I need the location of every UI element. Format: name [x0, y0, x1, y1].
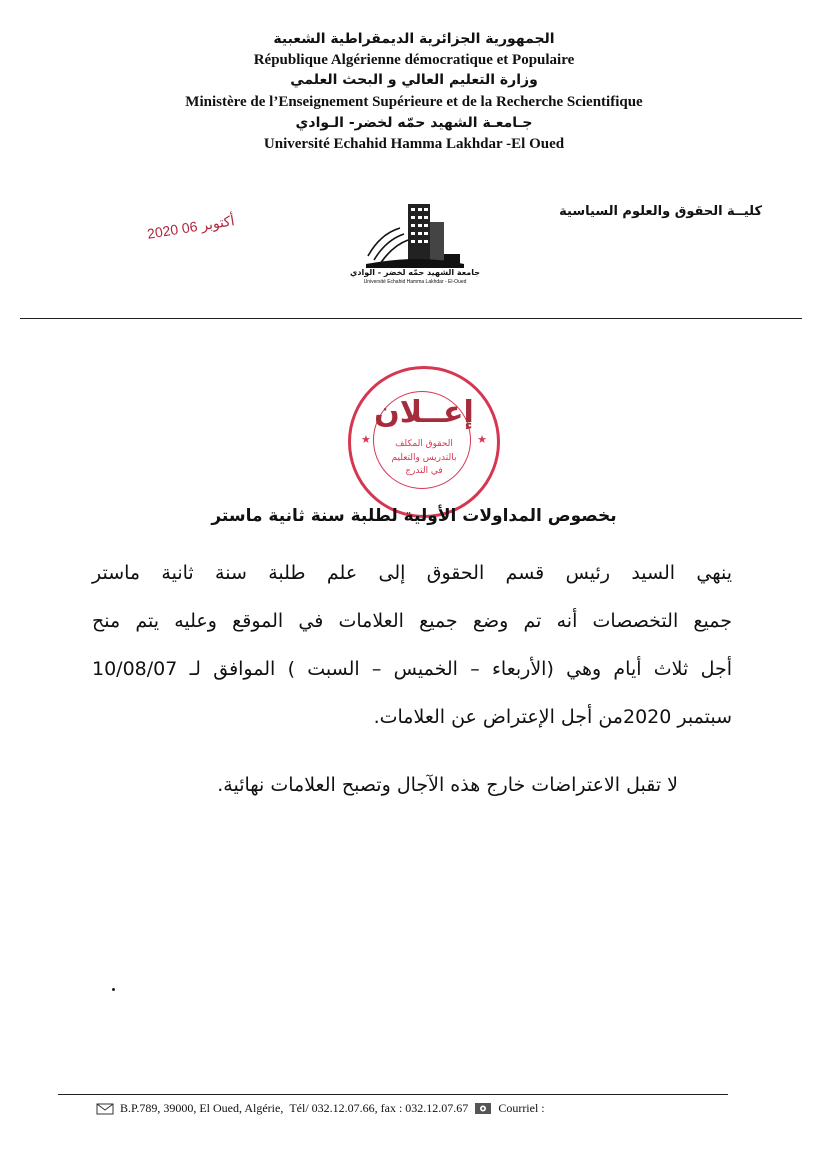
stray-dot — [112, 988, 115, 991]
email-icon — [474, 1102, 492, 1115]
logo-arabic-caption: جامعة الشهيد حمّه لخضر - الوادي — [350, 268, 480, 277]
mailbox-icon — [96, 1102, 114, 1115]
seal-title: إعــلان — [374, 395, 474, 430]
announcement-body-line: ينهي السيد رئيس قسم الحقوق إلى علم طلبة سنة ثانية ماستر — [92, 562, 732, 584]
footer-contact: Tél/ 032.12.07.66, fax : 032.12.07.67 — [289, 1101, 469, 1115]
footer-email-label: Courriel : — [498, 1101, 545, 1115]
faculty-name: كليــة الحقوق والعلوم السياسية — [559, 204, 762, 219]
seal-text-line: بالتدريس والتعليم — [391, 453, 457, 463]
header-french-ministry: Ministère de l’Enseignement Supérieure et de la Recherche Scientifique — [185, 94, 643, 110]
announcement-title: بخصوص المداولات الأولية لطلبة سنة ثانية ماستر — [211, 506, 617, 526]
announcement-body-line: جميع التخصصات أنه تم وضع جميع العلامات في الموقع وعليه يتم منح — [92, 610, 732, 632]
footer-address: B.P.789, 39000, El Oued, Algérie, — [120, 1101, 284, 1115]
logo-french-caption: Université Echahid Hamma Lakhdar - El-Oued — [363, 279, 467, 285]
received-date-stamp: 2020 أكتوبر 06 — [146, 212, 236, 242]
seal-text-line: في التدرج — [405, 466, 443, 476]
footer-divider — [58, 1094, 728, 1095]
header-french-republic: République Algérienne démocratique et Populaire — [253, 52, 575, 68]
seal-star-icon: ★ — [361, 433, 371, 446]
header-arabic-university: جـامعـة الشهيد حمّه لخضر- الـوادي — [295, 115, 533, 131]
header-divider — [20, 318, 802, 319]
footer — [96, 1101, 545, 1116]
seal-star-icon: ★ — [477, 433, 487, 446]
announcement-body-line: أجل ثلاث أيام وهي (الأربعاء – الخميس – السبت ) الموافق لـ 10/08/07 — [92, 658, 732, 680]
header-french-university: Université Echahid Hamma Lakhdar -El Oued — [263, 136, 565, 152]
official-seal — [348, 366, 500, 518]
announcement-closing: لا تقبل الاعتراضات خارج هذه الآجال وتصبح العلامات نهائية. — [217, 774, 678, 796]
header-arabic-ministry: وزارة التعليم العالي و البحث العلمي — [290, 72, 538, 88]
header-arabic-republic: الجمهورية الجزائرية الديمقراطية الشعبية — [273, 31, 555, 47]
announcement-body-line: سبتمبر 2020من أجل الإعتراض عن العلامات. — [373, 706, 732, 728]
seal-text-line: الحقوق المكلف — [395, 439, 453, 449]
